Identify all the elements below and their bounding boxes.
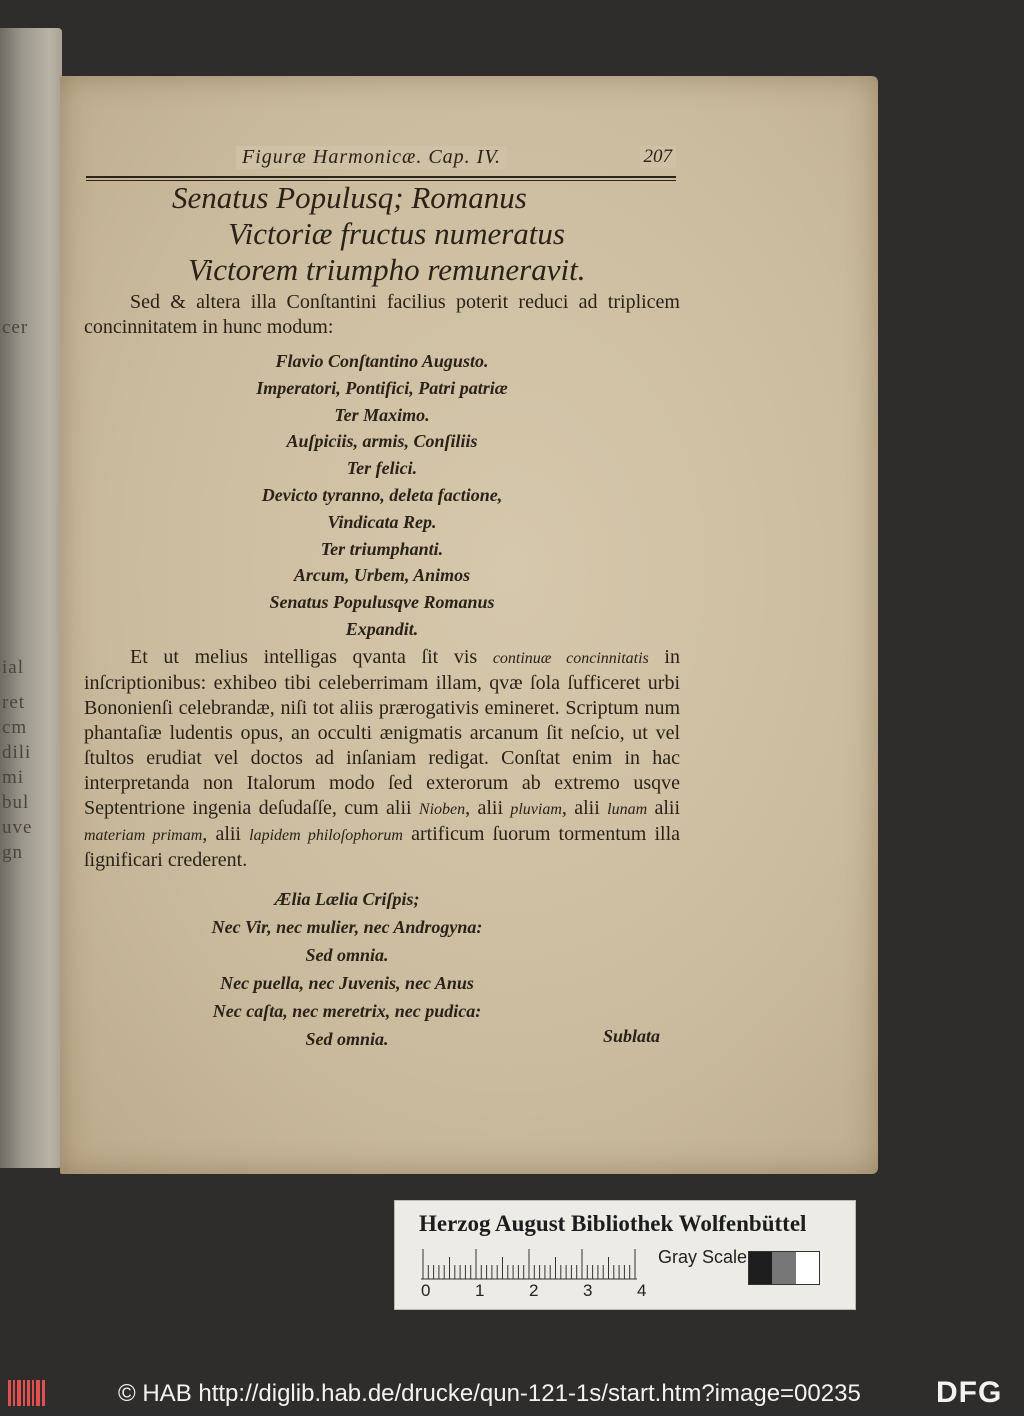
inscription-line: Expandit. [345,618,419,639]
text-block [84,180,680,1053]
inscription-line: Vindicata Rep. [327,511,437,532]
inscription-line: Sed omnia. [305,1028,389,1049]
library-color-chart [394,1200,856,1310]
text-run: , alii [561,796,608,819]
facing-page-edge [0,28,62,1168]
facing-page-fragment: bul [2,792,30,813]
inscription-line: Imperatori, Pontifici, Patri patriæ [256,377,508,398]
swatch-light [796,1252,819,1284]
inscription-bologna [84,885,680,1053]
text-run: , alii [465,796,511,819]
inscription-line: Sed omnia. [305,944,389,965]
facing-page-fragment: cm [2,717,28,738]
copyright-link[interactable]: © HAB http://diglib.hab.de/drucke/qun-121-1s/start.htm?image=00235 [118,1380,861,1407]
inscription-line: Nec caſta, nec meretrix, nec pudica: [212,1000,482,1021]
inscription-line: Ælia Lælia Criſpis; [274,888,420,909]
facing-page-fragment: ret [2,692,26,713]
inscription-line: Devicto tyranno, deleta factione, [261,484,503,505]
italic-term: lapidem philoſophorum [249,826,403,844]
gray-scale-label: Gray Scale [658,1247,748,1267]
text-run: artificum ſuorum tormentum illa ſignificari crederent. [84,822,681,871]
paragraph-2 [84,645,680,873]
italic-term: materiam primam [84,826,203,844]
inscription-line: Ter felici. [346,458,418,479]
ruler-number: 2 [529,1281,539,1300]
italic-term: pluviam [510,800,562,818]
ruler-ticks [421,1245,641,1281]
inscription-line: Ter Maximo. [334,404,430,425]
inscription-line: Arcum, Urbem, Animos [293,565,471,586]
facing-page-fragment: mi [2,767,25,788]
ruler-number: 1 [475,1281,485,1300]
paragraph-1: Sed & altera illa Conſtantini facilius poterit reduci ad triplicem concinnitatem in hunc modum: [84,291,680,338]
running-title: Figuræ Harmonicæ. Cap. IV. [236,146,507,169]
ruler-number: 3 [583,1281,593,1300]
ruler-number: 4 [637,1281,647,1300]
inscription-line: Ter triumphanti. [320,538,444,559]
italic-term: continuæ concinnitatis [492,649,649,667]
catchword: Sublata [603,1026,661,1046]
inscription-line: Flavio Conſtantino Augusto. [275,351,489,371]
ruler-number: 0 [421,1281,431,1300]
inscription-line: Auſpiciis, armis, Conſiliis [286,431,478,452]
facing-page-fragment: gn [2,842,23,863]
verse-line: Victorem triumpho remuneravit. [188,252,586,287]
swatch-dark [749,1252,772,1284]
library-name: Herzog August Bibliothek Wolfenbüttel [419,1211,807,1236]
swatch-mid [772,1252,795,1284]
italic-term: lunam [607,800,648,818]
facing-page-fragment: cer [2,317,29,338]
text-run: alii [647,796,681,819]
inscription-line: Nec puella, nec Juvenis, nec Anus [220,972,474,993]
text-run: Et ut melius intelligas qvanta ſit vis [130,645,493,668]
italic-term: Nioben [418,800,466,818]
verse-line: Senatus Populusq; Romanus [172,180,527,215]
inscription-line: Nec Vir, nec mulier, nec Androgyna: [211,916,483,937]
viewer-footer [0,1372,1024,1416]
gray-scale-swatches [748,1251,820,1285]
facing-page-fragment: ial [2,657,24,678]
facing-page-fragment: dili [2,742,32,763]
dfg-logo: DFG [936,1376,1003,1409]
text-run: in inſcriptionibus: exhibeo tibi celeberrimam illam, qvæ ſola ſufficeret urbi Bononienſi celebrandæ, niſi tot aliis prærogativis emineret. Scriptum num phantaſiæ ludentis opus, an occulti ænigmatis arcanum ſit neſcio, ut vel ſtultos erudiat vel doctos ad inſaniam redigat. Conſtat enim in hac interpretanda non Italorum modo ſed exterorum ab extremo usqve Septentrione ingenia deſudaſſe, cum alii [84,645,680,819]
inscription-constantine [84,348,680,643]
verse-line: Victoriæ fructus numeratus [228,216,565,251]
barcode-icon [8,1378,48,1408]
head-rule [86,176,676,178]
inscription-line: Senatus Populusqve Romanus [269,592,495,613]
page-number: 207 [640,146,677,168]
facing-page-fragment: uve [2,817,33,838]
text-run: , alii [202,822,250,845]
